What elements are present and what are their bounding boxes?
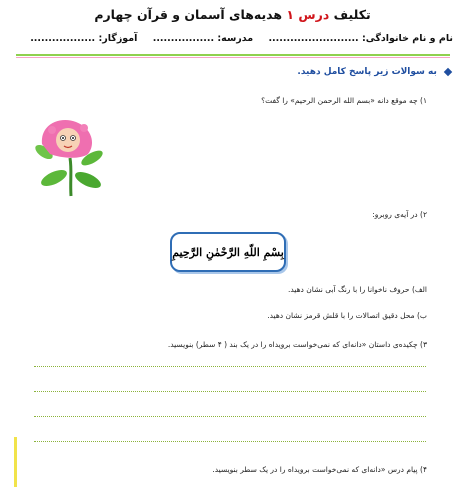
name-field[interactable]: نام و نام خانوادگی: ......................... bbox=[268, 33, 453, 44]
title-lesson: درس ۱ bbox=[286, 7, 330, 22]
question-3: ۳) چکیده‌ی داستان «دانه‌ای که نمی‌خواست برویداه را در یک بند ( ۴ سطر) بنویسید. bbox=[167, 340, 427, 349]
instruction-text: به سوالات زیر پاسخ کامل دهید. bbox=[297, 67, 437, 77]
question-2a: الف) حروف ناخوانا را با رنگ آبی نشان دهید. bbox=[287, 285, 427, 294]
instruction bbox=[297, 67, 451, 77]
girl-sprout-icon bbox=[30, 118, 112, 198]
diamond-bullet-icon bbox=[444, 67, 452, 75]
margin-marker bbox=[14, 437, 17, 487]
answer-line-4[interactable] bbox=[34, 441, 426, 442]
school-field[interactable]: مدرسه: ................. bbox=[152, 33, 254, 44]
bismillah-text: بِسْمِ اللّهِ الرَّحْمٰنِ الرَّحِيمِ bbox=[172, 245, 284, 259]
page-title bbox=[0, 7, 465, 22]
question-2b: ب) محل دقیق اتصالات را با قلش قرمز نشان دهید. bbox=[267, 311, 427, 320]
title-suffix: هدیه‌های آسمان و قرآن چهارم bbox=[94, 7, 283, 22]
answer-line-3[interactable] bbox=[34, 416, 426, 417]
title-prefix: تکلیف bbox=[333, 7, 371, 22]
question-1: ۱) چه موقع دانه «بسم الله الرحمن الرحیم» را گفت؟ bbox=[261, 96, 427, 105]
teacher-field[interactable]: آموزگار: .................. bbox=[30, 33, 138, 44]
answer-line-1[interactable] bbox=[34, 366, 426, 367]
bismillah-box bbox=[170, 232, 286, 272]
answer-line-2[interactable] bbox=[34, 391, 426, 392]
header-divider-pink bbox=[16, 57, 450, 58]
header-divider-green bbox=[16, 54, 450, 56]
question-4: ۴) پیام درس «دانه‌ای که نمی‌خواست برویداه را در یک سطر بنویسید. bbox=[212, 465, 427, 474]
student-info-line bbox=[13, 33, 453, 44]
question-2: ۲) در آیه‌ی روبرو: bbox=[372, 210, 427, 219]
